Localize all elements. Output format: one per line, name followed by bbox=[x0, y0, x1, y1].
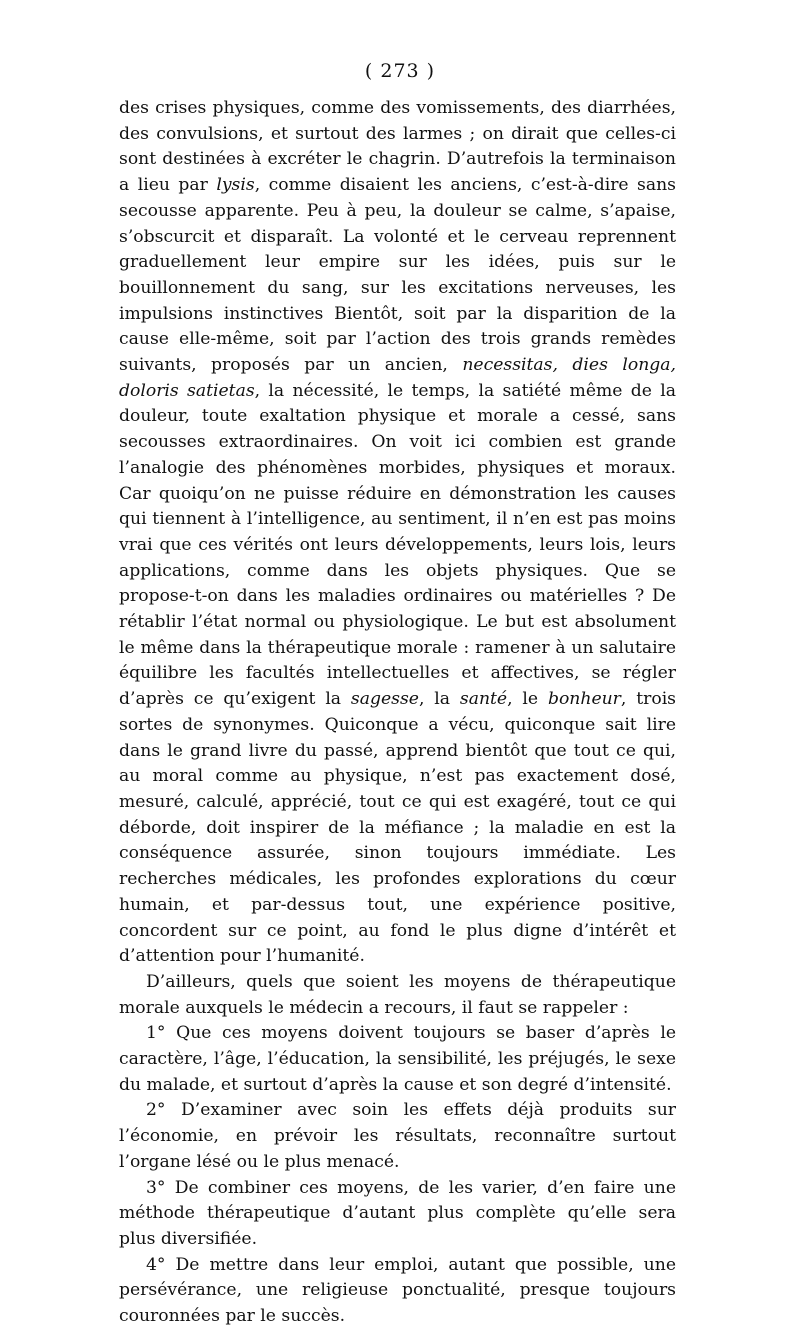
list-item-3 bbox=[119, 1176, 676, 1253]
italic-term: sagesse bbox=[350, 689, 419, 710]
text-run: 2° D’examiner avec soin les effets déjà produits sur l’économie, en prévoir les résultats, reconnaître surtout l’organe lésé ou le plus menacé. bbox=[119, 1100, 676, 1172]
text-run: , comme disaient les anciens, c’est-à-dire sans secousse apparente. Peu à peu, la douleur se calme, s’apaise, s’obscurcit et disparaît. La volonté et le cerveau reprennent graduellement leur empire sur les idées, puis sur le bouillonnement du sang, sur les excitations nerveuses, les impulsions instinctives Bientôt, soit par la disparition de la cause elle-même, soit par l’action des trois grands remèdes suivants, proposés par un ancien, bbox=[119, 175, 676, 376]
text-run: 1° Que ces moyens doivent toujours se baser d’après le caractère, l’âge, l’éducation, la sensibilité, les préjugés, le sexe du malade, et surtout d’après la cause et son degré d’intensité. bbox=[119, 1023, 676, 1095]
italic-term: bonheur bbox=[547, 689, 621, 710]
list-item-1 bbox=[119, 1021, 676, 1098]
text-run: D’ailleurs, quels que soient les moyens de thérapeutique morale auxquels le médecin a recours, il faut se rappeler : bbox=[119, 971, 676, 1018]
text-run: des crises physiques, comme des vomissements, des diarrhées, des convulsions, et surtout des larmes ; on dirait que celles-ci sont destinées à excréter le chagrin. D’autrefois la terminaison a lieu par bbox=[119, 98, 676, 196]
italic-term: lysis bbox=[216, 175, 255, 196]
paragraph-intro bbox=[119, 970, 676, 1021]
italic-term: santé bbox=[459, 689, 508, 710]
list-item-4 bbox=[119, 1253, 676, 1330]
text-run: , le bbox=[507, 689, 548, 710]
page-number: ( 273 ) bbox=[364, 60, 436, 82]
italic-quotation: necessitas, dies longa, doloris satietas bbox=[119, 355, 676, 401]
text-run: 3° De combiner ces moyens, de les varier, d’en faire une méthode thérapeutique d’autant plus complète qu’elle sera plus diversifiée. bbox=[119, 1177, 676, 1249]
text-run: , la bbox=[418, 689, 460, 710]
text-run: , la nécessité, le temps, la satiété même de la douleur, toute exaltation physique et morale a cessé, sans secousses extraordinaires. On voit ici combien est grande l’analogie des phénomènes morbides, physiques et moraux. Car quoiqu’on ne puisse réduire en démonstration les causes qui tiennent à l’intelligence, au sentiment, il n’en est pas moins vrai que ces vérités ont leurs développements, leurs lois, leurs applications, comme dans les objets physiques. Que se propose-t-on dans les maladies ordinaires ou matérielles ? De rétablir l’état normal ou physiologique. Le but est absolument le même dans la thérapeutique morale : ramener à un salutaire équilibre les facultés intellectuelles et affectives, se régler d’après ce qu’exigent la bbox=[119, 380, 676, 710]
text-run: , trois sortes de synonymes. Quiconque a vécu, quiconque sait lire dans le grand livre du passé, apprend bientôt que tout ce qui, au moral comme au physique, n’est pas exactement dosé, mesuré, calculé, apprécié, tout ce qui est exagéré, tout ce qui déborde, doit inspirer de la méfiance ; la maladie en est la conséquence assurée, sinon toujours immédiate. Les recherches médicales, les profondes explorations du cœur humain, et par-dessus tout, une expérience positive, concordent sur ce point, au fond le plus digne d’intérêt et d’attention pour l’humanité. bbox=[119, 689, 677, 967]
list-item-2 bbox=[119, 1098, 676, 1175]
paragraph-continuation bbox=[119, 96, 676, 970]
text-run: 4° De mettre dans leur emploi, autant que possible, une persévérance, une religieuse ponctualité, presque toujours couronnées par le succès. bbox=[119, 1254, 676, 1327]
body-text bbox=[119, 96, 676, 1330]
